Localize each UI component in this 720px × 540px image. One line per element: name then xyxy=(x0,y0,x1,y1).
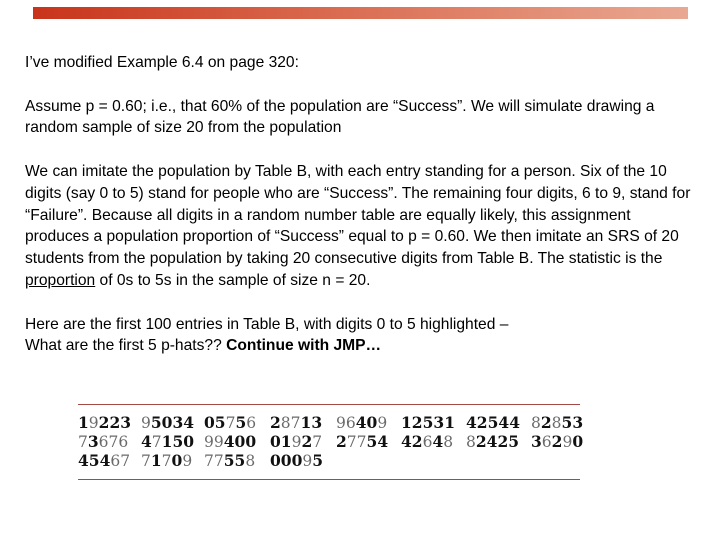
assumption-paragraph: Assume p = 0.60; i.e., that 60% of the population are “Success”. We will simulate drawing a random sample of size 20 from the population xyxy=(25,97,655,137)
intro-line: I’ve modified Example 6.4 on page 320: xyxy=(25,54,299,71)
title-accent-bar xyxy=(33,7,688,19)
digit-group: 73676 xyxy=(78,432,129,451)
digit-group: 01927 xyxy=(270,432,323,451)
question-line-1: Here are the first 100 entries in Table B, with digits 0 to 5 highlighted – xyxy=(25,315,509,333)
digit-group: 71709 xyxy=(141,451,193,470)
question-paragraph xyxy=(25,314,695,358)
continue-jmp: Continue with JMP… xyxy=(226,337,382,355)
digit-group: 12531 xyxy=(401,413,455,432)
table-row xyxy=(78,432,584,451)
method-paragraph xyxy=(25,161,695,292)
question-line-2: What are the first 5 p-hats?? xyxy=(25,337,227,355)
digit-group: 95034 xyxy=(141,413,195,432)
digit-group: 28713 xyxy=(270,413,323,432)
proportion-underlined: proportion xyxy=(25,271,96,289)
digit-group: 19223 xyxy=(78,413,132,432)
digit-group: 27754 xyxy=(336,432,389,451)
random-digits-table xyxy=(78,404,584,480)
method-text-start: We can imitate the population by Table B, with each entry standing for a person. Six of the 10 digits (say 0 to 5) stand for people who are “Success”. The remaining four digits, 6 to 9, stand for “Failure”. Because all digits in a random number table are equally likely, this assignment produces a population proportion of “Success” equal to p = 0.60. We then imitate an SRS of 20 students from the population by taking 20 consecutive digits from Table B. The statistic is the xyxy=(25,162,691,268)
table-row xyxy=(78,413,584,432)
digit-group: 42648 xyxy=(401,432,454,451)
table-row xyxy=(78,451,580,470)
digit-group: 82425 xyxy=(466,432,520,451)
digit-group: 99400 xyxy=(204,432,257,451)
digit-group: 47150 xyxy=(141,432,195,451)
digit-group: 77558 xyxy=(204,451,256,470)
digit-group: 05756 xyxy=(204,413,257,432)
digit-group: 00095 xyxy=(270,451,324,470)
digit-group: 36290 xyxy=(531,432,584,451)
method-text-end: of 0s to 5s in the sample of size n = 20. xyxy=(95,271,371,289)
digit-group: 96409 xyxy=(336,413,388,432)
digit-group: 82853 xyxy=(531,413,584,432)
digit-group: 42544 xyxy=(466,413,520,432)
digit-group: 45467 xyxy=(78,451,131,470)
slide-body xyxy=(25,52,695,379)
